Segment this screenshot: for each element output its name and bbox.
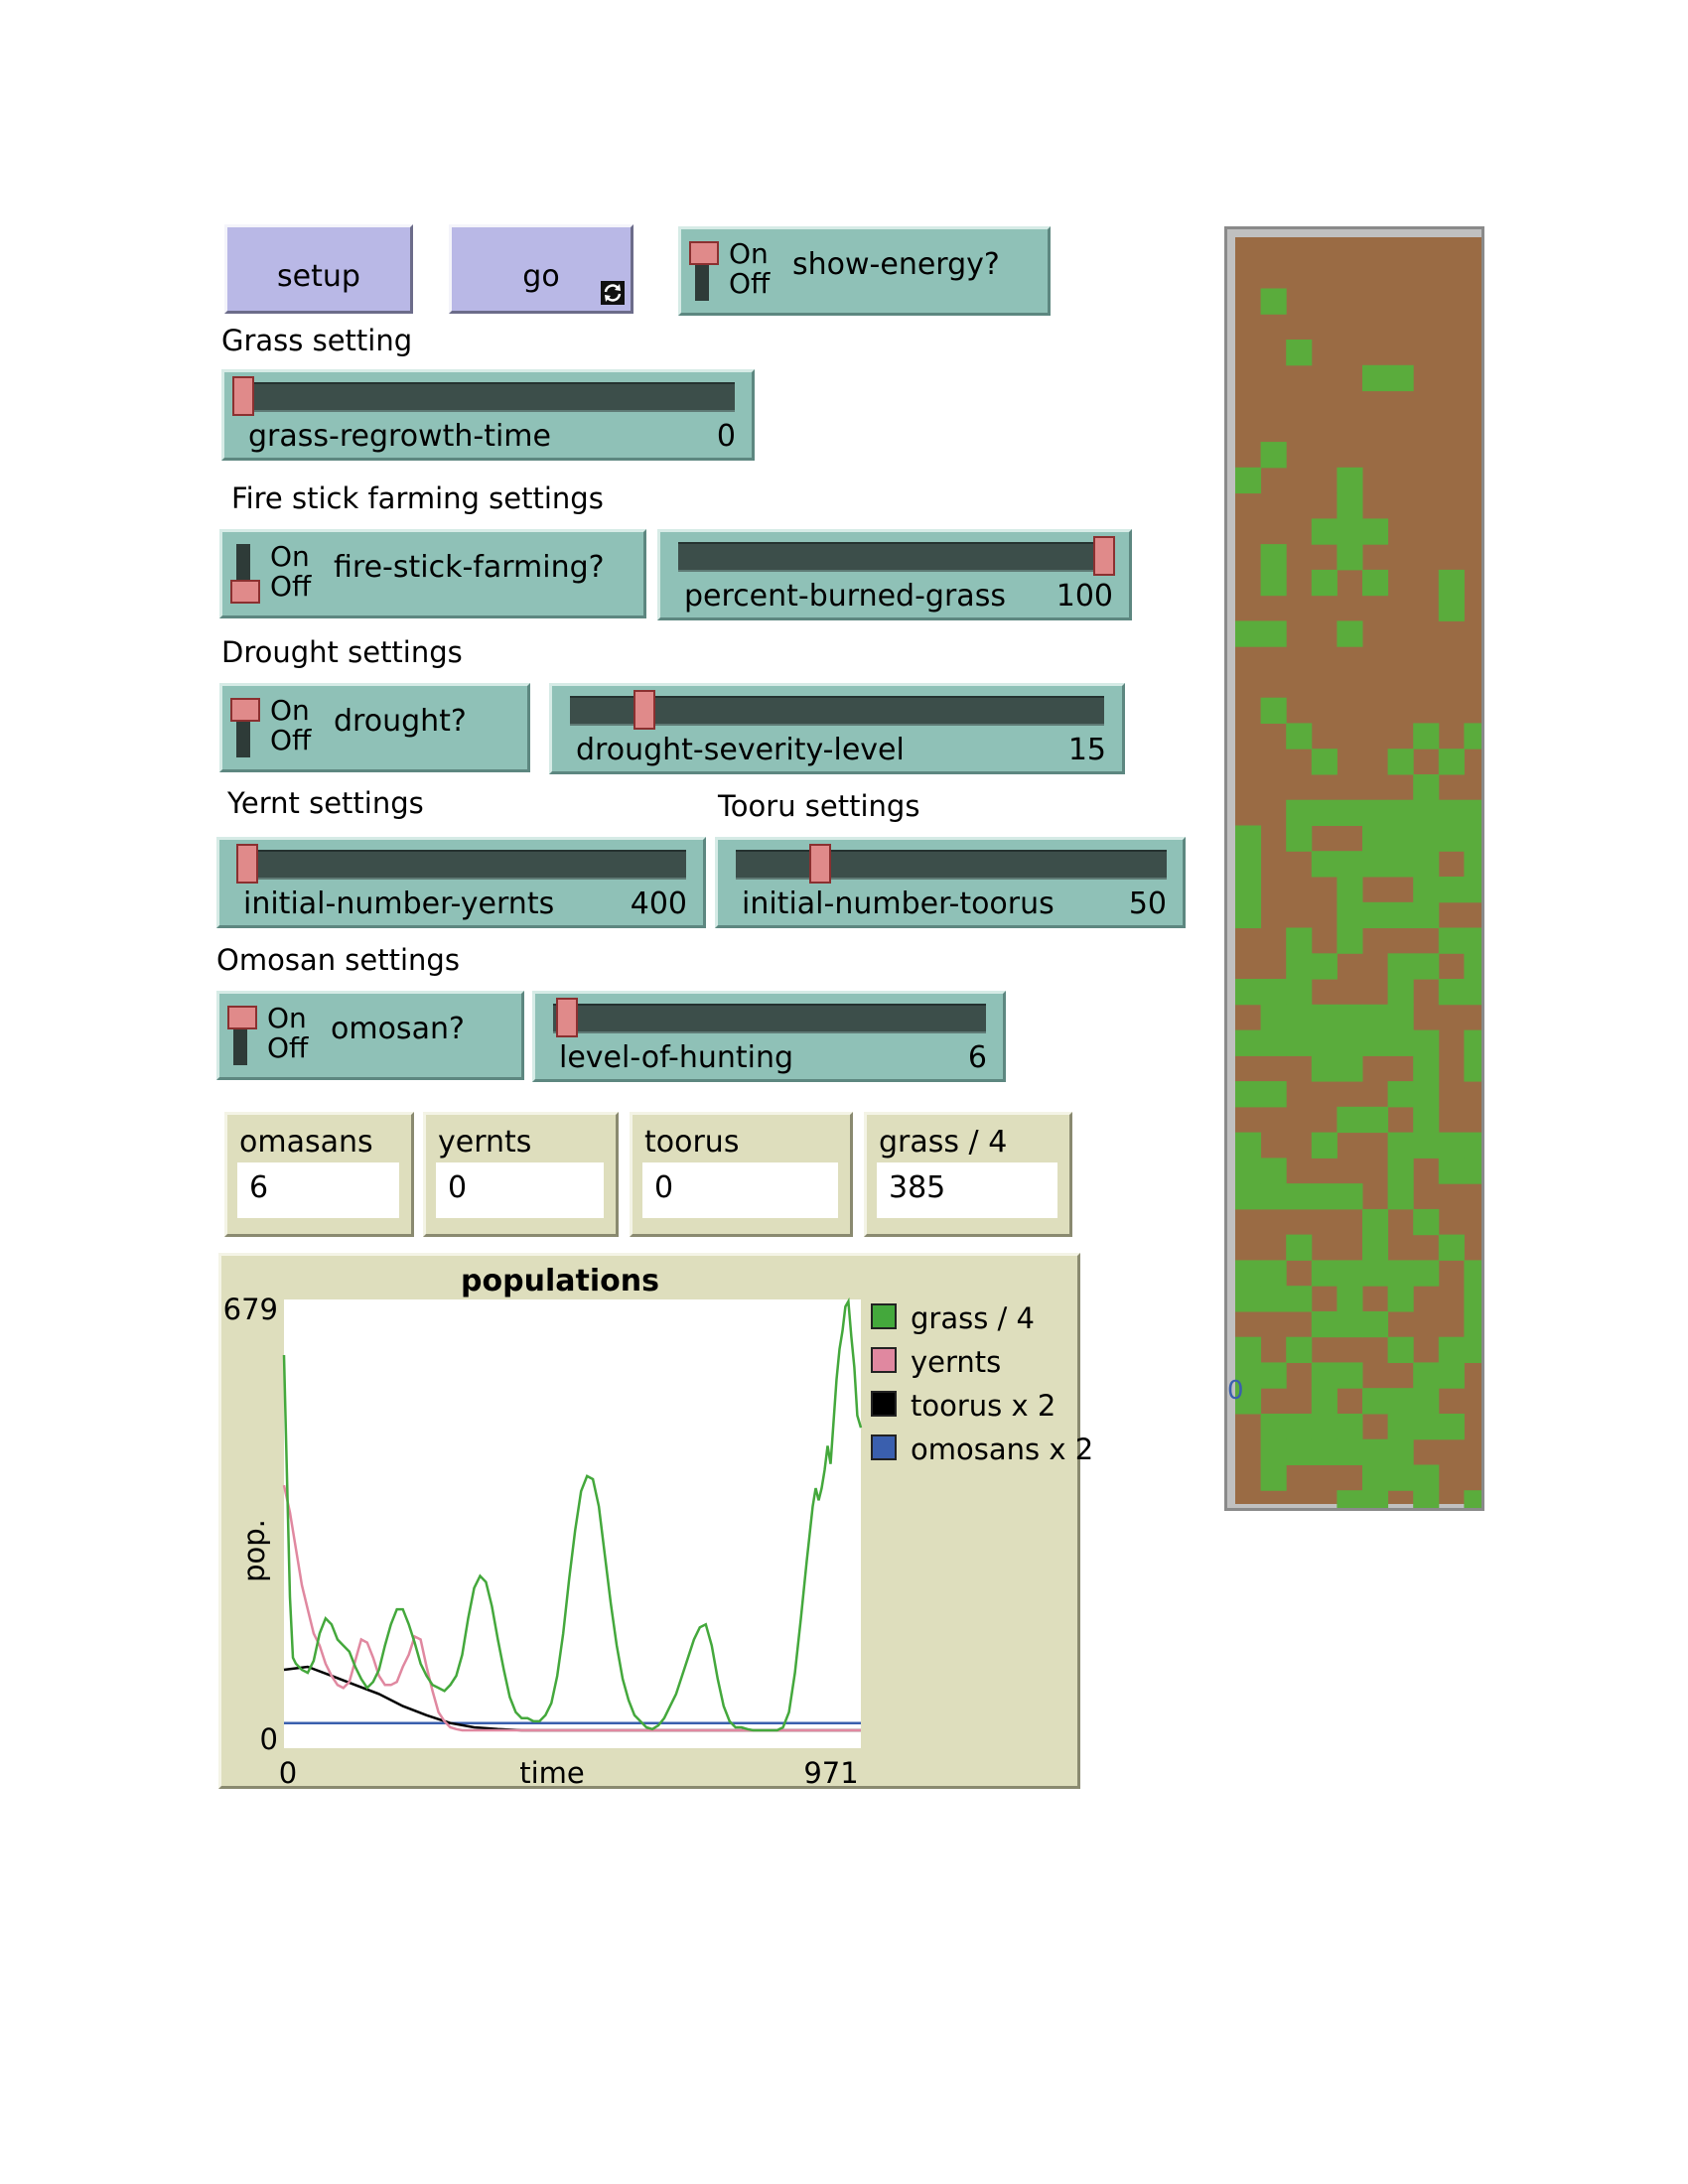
monitor-value: 385 xyxy=(889,1170,946,1205)
slider-value: 6 xyxy=(967,1040,987,1075)
slider-name: percent-burned-grass xyxy=(684,579,1006,614)
monitor-grass xyxy=(864,1112,1072,1237)
slider-knob[interactable] xyxy=(1093,536,1115,576)
slider-value: 15 xyxy=(1067,733,1106,767)
monitor-value-box xyxy=(237,1162,399,1218)
monitor-omasans xyxy=(224,1112,414,1237)
monitor-name: yernts xyxy=(438,1125,532,1160)
switch-name: omosan? xyxy=(331,1012,465,1046)
monitor-toorus xyxy=(630,1112,853,1237)
legend-swatch xyxy=(871,1303,897,1329)
slider-name: level-of-hunting xyxy=(559,1040,794,1075)
section-label-omosan: Omosan settings xyxy=(216,943,460,977)
monitor-value-box xyxy=(877,1162,1057,1218)
switch-off-label: Off xyxy=(267,1031,309,1064)
slider-name: drought-severity-level xyxy=(576,733,905,767)
slider-name: grass-regrowth-time xyxy=(248,419,551,454)
section-label-grass: Grass setting xyxy=(221,324,413,357)
slider-value: 400 xyxy=(630,887,687,921)
omosan-switch[interactable] xyxy=(216,991,524,1080)
x-tick-max: 971 xyxy=(803,1756,859,1789)
slider-track xyxy=(736,850,1167,880)
slider-name: initial-number-yernts xyxy=(243,887,555,921)
monitor-yernts xyxy=(423,1112,619,1237)
x-tick-min: 0 xyxy=(278,1756,298,1789)
monitor-value-box xyxy=(642,1162,838,1218)
legend-swatch xyxy=(871,1391,897,1417)
legend-swatch xyxy=(871,1434,897,1460)
forever-icon xyxy=(601,281,625,305)
slider-knob[interactable] xyxy=(809,844,831,884)
monitor-name: omasans xyxy=(239,1125,373,1160)
legend-label: omosans x 2 xyxy=(911,1433,1094,1466)
y-tick-max: 679 xyxy=(222,1293,278,1326)
grass-regrowth-time-slider[interactable] xyxy=(221,369,755,461)
slider-value: 50 xyxy=(1128,887,1167,921)
plot-area xyxy=(284,1299,861,1748)
world-view[interactable] xyxy=(1224,226,1484,1511)
show-energy-switch[interactable] xyxy=(678,226,1051,316)
initial-number-yernts-slider[interactable] xyxy=(216,837,706,928)
legend-label: toorus x 2 xyxy=(911,1389,1056,1423)
plot-title: populations xyxy=(461,1264,659,1298)
switch-on-label: On xyxy=(270,694,310,727)
switch-name: fire-stick-farming? xyxy=(334,550,605,585)
populations-plot[interactable] xyxy=(218,1253,1094,1789)
initial-number-toorus-slider[interactable] xyxy=(715,837,1186,928)
slider-track xyxy=(237,850,686,880)
monitor-value: 0 xyxy=(448,1170,468,1205)
switch-knob[interactable] xyxy=(227,1006,257,1029)
switch-on-label: On xyxy=(729,237,769,270)
switch-off-label: Off xyxy=(729,267,771,300)
switch-name: show-energy? xyxy=(792,247,1000,282)
legend-label: grass / 4 xyxy=(911,1301,1035,1335)
section-label-yernt: Yernt settings xyxy=(227,786,424,820)
switch-off-label: Off xyxy=(270,724,312,756)
slider-value: 100 xyxy=(1055,579,1113,614)
slider-knob[interactable] xyxy=(556,998,578,1037)
setup-button[interactable] xyxy=(224,224,413,314)
slider-value: 0 xyxy=(716,419,736,454)
slider-knob[interactable] xyxy=(633,690,655,730)
switch-off-label: Off xyxy=(270,570,312,603)
fire-stick-farming-switch[interactable] xyxy=(219,529,646,618)
slider-name: initial-number-toorus xyxy=(742,887,1055,921)
section-label-fire: Fire stick farming settings xyxy=(231,481,604,515)
slider-track xyxy=(553,1004,986,1033)
switch-on-label: On xyxy=(267,1002,307,1034)
slider-track xyxy=(678,542,1115,572)
go-button[interactable] xyxy=(449,224,633,314)
level-of-hunting-slider[interactable] xyxy=(532,991,1006,1082)
slider-track xyxy=(242,382,735,412)
world-edge-label: 0 xyxy=(1227,1376,1244,1406)
monitor-value: 6 xyxy=(249,1170,269,1205)
monitor-value-box xyxy=(436,1162,604,1218)
switch-knob[interactable] xyxy=(230,698,260,722)
section-label-drought: Drought settings xyxy=(221,635,463,669)
monitor-value: 0 xyxy=(654,1170,674,1205)
monitor-name: toorus xyxy=(644,1125,740,1160)
switch-knob[interactable] xyxy=(230,580,260,604)
legend-label: yernts xyxy=(911,1345,1002,1379)
switch-knob[interactable] xyxy=(689,241,719,265)
switch-on-label: On xyxy=(270,540,310,573)
monitor-name: grass / 4 xyxy=(879,1125,1008,1160)
setup-button-label: setup xyxy=(277,259,360,294)
drought-switch[interactable] xyxy=(219,683,530,772)
go-button-label: go xyxy=(522,259,560,294)
world-patches xyxy=(1227,229,1481,1508)
y-axis-label: pop. xyxy=(237,1519,271,1582)
legend-swatch xyxy=(871,1347,897,1373)
plot-legend xyxy=(871,1301,1094,1470)
x-axis-label: time xyxy=(519,1756,585,1789)
slider-knob[interactable] xyxy=(236,844,258,884)
drought-severity-level-slider[interactable] xyxy=(549,683,1125,774)
percent-burned-grass-slider[interactable] xyxy=(657,529,1132,620)
switch-name: drought? xyxy=(334,704,467,739)
section-label-tooru: Tooru settings xyxy=(718,789,920,823)
y-tick-min: 0 xyxy=(259,1722,278,1756)
slider-knob[interactable] xyxy=(232,376,254,416)
